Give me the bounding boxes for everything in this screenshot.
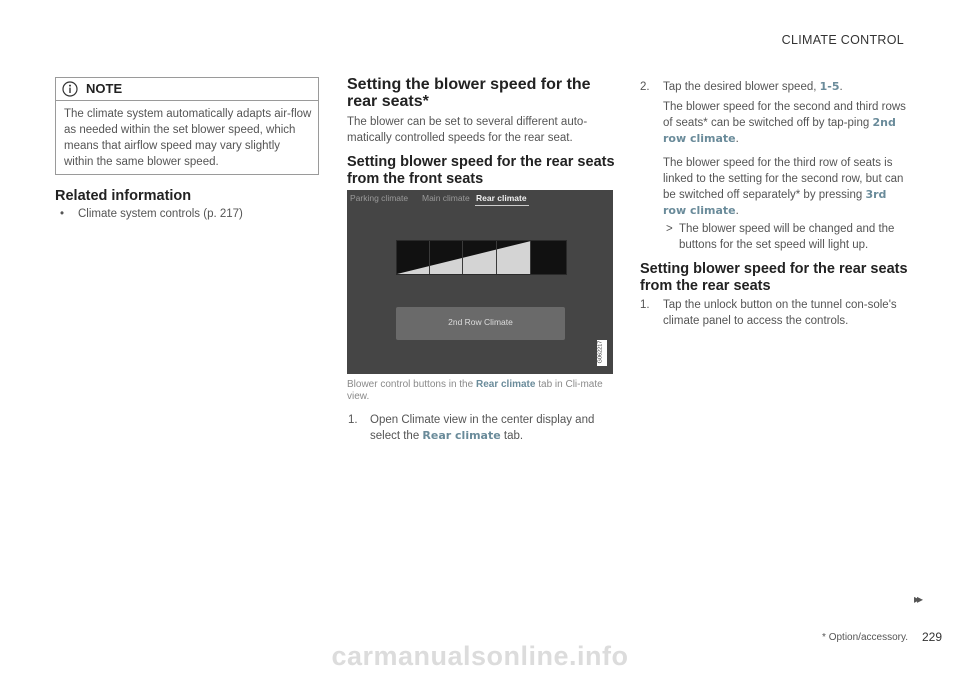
related-link-climate-controls[interactable]: Climate system controls (p. 217)	[78, 208, 243, 220]
2nd-row-climate-label: 2nd Row Climate	[448, 317, 513, 327]
step-paragraph: The blower speed for the third row of seats is linked to the setting for the second row, but can be switched off separately* by pressing 3rd row climate.	[663, 157, 904, 217]
step-text: Open Climate view in the center display and select the Rear climate tab.	[370, 414, 595, 442]
step-text: Tap the unlock button on the tunnel con-sole's climate panel to access the controls.	[663, 299, 897, 327]
step-number: 2.	[640, 81, 650, 93]
subsection-rear-title: Setting blower speed for the rear seats from the rear seats	[640, 261, 908, 294]
next-page-icon[interactable]: ▸▸	[913, 592, 920, 606]
image-code: G062217	[597, 340, 607, 366]
image-caption: Blower control buttons in the Rear climate tab in Cli-mate view.	[347, 379, 603, 402]
watermark: carmanualsonline.info	[331, 641, 629, 671]
section-header: CLIMATE CONTROL	[781, 33, 904, 47]
tab-rear-climate: Rear climate	[476, 193, 527, 203]
subsection-front-title: Setting blower speed for the rear seats from the front seats	[347, 154, 615, 187]
note-header	[56, 78, 318, 101]
bullet-icon: •	[60, 208, 65, 220]
step-number: 1.	[348, 414, 358, 426]
section-title: Setting the blower speed for the rear seats*	[347, 76, 591, 110]
page-number: 229	[921, 630, 942, 644]
note-text: The climate system automatically adapts air-flow as needed within the set blower speed, which means that airflow speed may vary slightly within the same blower speed.	[64, 108, 312, 168]
fan-speed-level	[464, 241, 497, 274]
active-tab-indicator	[475, 205, 529, 206]
fan-speed-bar	[396, 240, 567, 275]
step-number: 1.	[640, 299, 650, 311]
related-information-title: Related information	[55, 188, 192, 204]
note-box	[55, 77, 319, 175]
note-title: NOTE	[86, 81, 123, 96]
tab-parking-climate: Parking climate	[350, 193, 409, 203]
fan-speed-level	[531, 241, 564, 274]
fan-speed-level	[430, 241, 463, 274]
section-intro: The blower can be set to several different auto-matically controlled speeds for the rear seat.	[347, 116, 588, 144]
info-icon	[62, 81, 78, 97]
fan-speed-level	[397, 241, 430, 274]
result-text: The blower speed will be changed and the buttons for the set speed will light up.	[679, 223, 895, 251]
footnote: * Option/accessory.	[822, 632, 908, 643]
result-marker: >	[666, 223, 673, 235]
fan-speed-level	[498, 241, 531, 274]
step-text: Tap the desired blower speed, 1-5.	[663, 80, 843, 93]
step-paragraph: The blower speed for the second and third rows of seats* can be switched off by tap-ping 2nd row climate.	[663, 101, 906, 145]
tab-main-climate: Main climate	[422, 193, 470, 203]
climate-screen-image	[347, 190, 613, 374]
2nd-row-climate-button	[396, 307, 565, 340]
